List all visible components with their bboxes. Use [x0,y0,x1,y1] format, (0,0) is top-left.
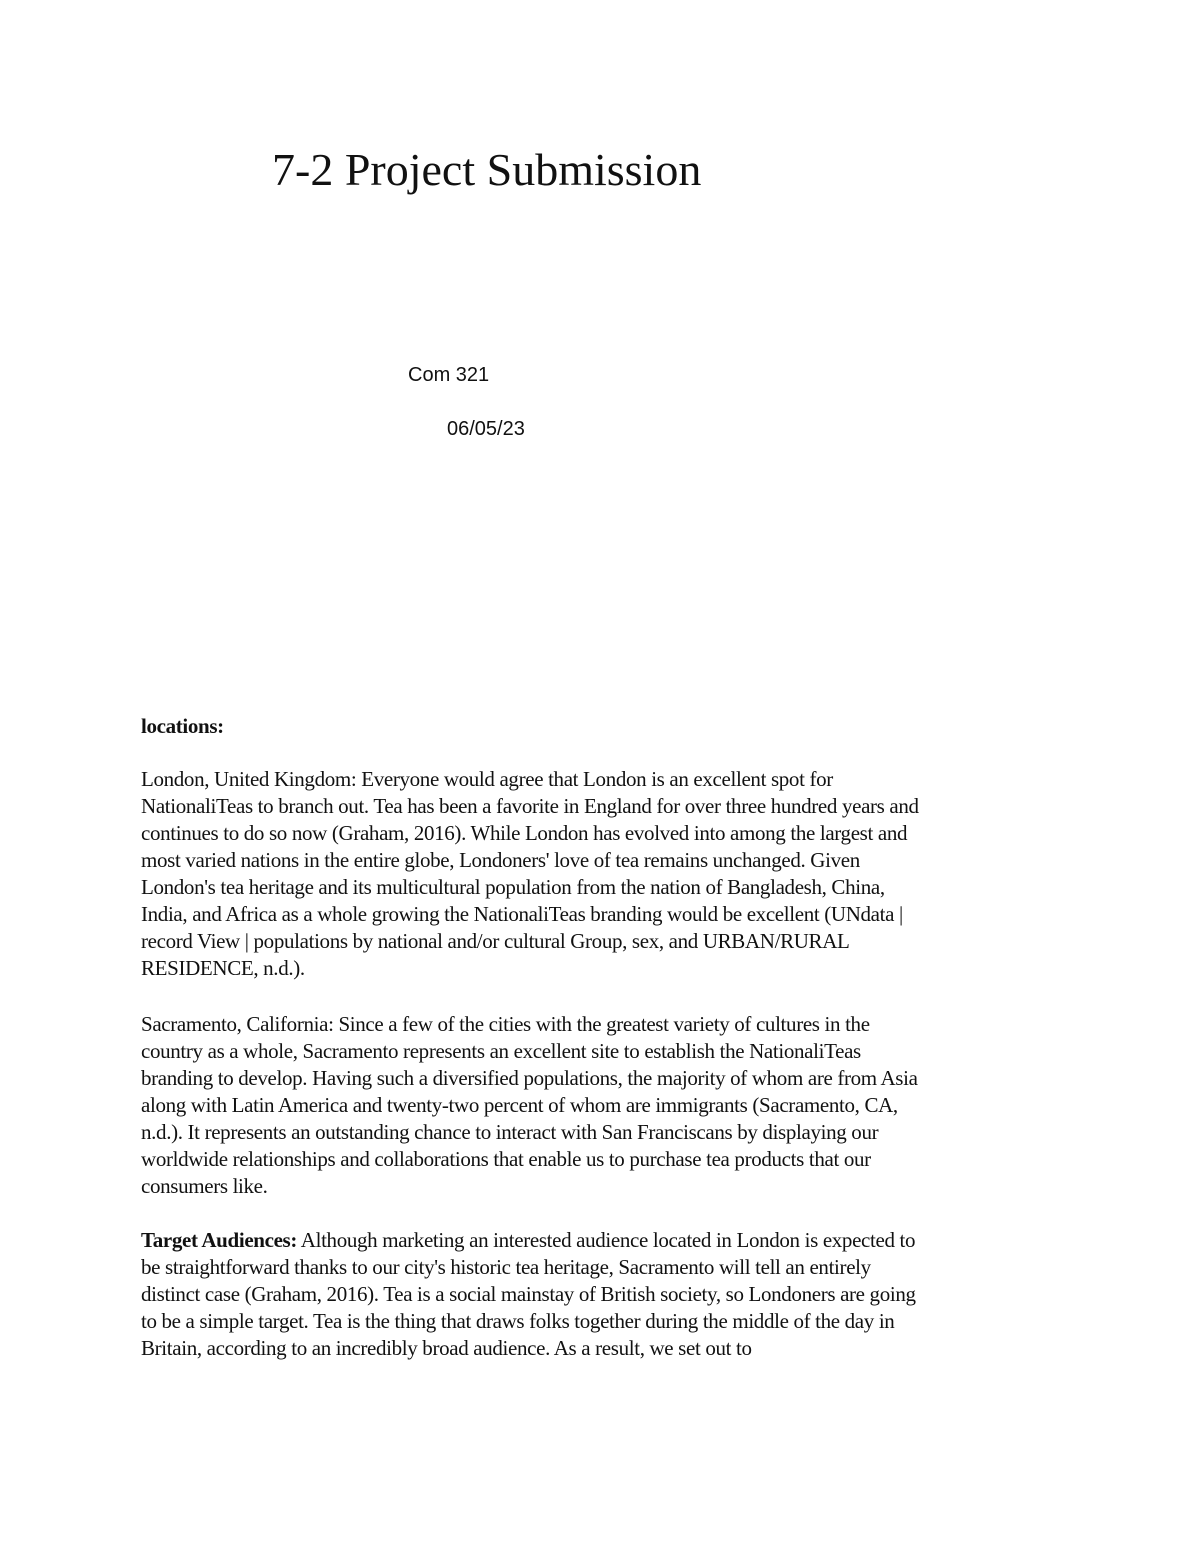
text-line: Sacramento, California: Since a few of the cities with the greatest variety of cultures in the [141,1012,870,1036]
text-line: consumers like. [141,1174,268,1198]
text-line: distinct case (Graham, 2016). Tea is a social mainstay of British society, so Londoners are going [141,1282,916,1306]
text-line [141,1227,1061,1254]
text-line: worldwide relationships and collaborations that enable us to purchase tea products that our [141,1147,871,1171]
text-line: RESIDENCE, n.d.). [141,956,305,980]
paragraph-target-audiences [141,1227,1061,1362]
text-line: most varied nations in the entire globe, Londoners' love of tea remains unchanged. Given [141,848,860,872]
target-audiences-label: Target Audiences: [141,1228,298,1252]
text-line: branding to develop. Having such a diversified populations, the majority of whom are from Asia [141,1066,918,1090]
paragraph-london [141,766,1061,982]
text-line: be straightforward thanks to our city's historic tea heritage, Sacramento will tell an entirely [141,1255,871,1279]
text-line: NationaliTeas to branch out. Tea has been a favorite in England for over three hundred years and [141,794,919,818]
submission-date: 06/05/23 [447,418,525,440]
text-line: Britain, according to an incredibly broad audience. As a result, we set out to [141,1336,752,1360]
text-line: London, United Kingdom: Everyone would agree that London is an excellent spot for [141,767,833,791]
text-line: record View | populations by national and/or cultural Group, sex, and URBAN/RURAL [141,929,850,953]
text-line: continues to do so now (Graham, 2016). While London has evolved into among the largest and [141,821,908,845]
locations-heading: locations: [141,714,224,738]
text-line: n.d.). It represents an outstanding chance to interact with San Franciscans by displaying our [141,1120,879,1144]
paragraph-sacramento [141,1011,1061,1200]
course-code: Com 321 [408,364,490,386]
text-line: India, and Africa as a whole growing the NationaliTeas branding would be excellent (UNdata | [141,902,903,926]
text-line: country as a whole, Sacramento represents an excellent site to establish the NationaliTeas [141,1039,861,1063]
document-title: 7-2 Project Submission [272,144,702,195]
text-line: to be a simple target. Tea is the thing that draws folks together during the middle of the day in [141,1309,895,1333]
text-line: London's tea heritage and its multicultural population from the nation of Bangladesh, China, [141,875,885,899]
text-fragment: Although marketing an interested audience located in London is expected to [297,1228,916,1252]
text-line: along with Latin America and twenty-two percent of whom are immigrants (Sacramento, CA, [141,1093,898,1117]
